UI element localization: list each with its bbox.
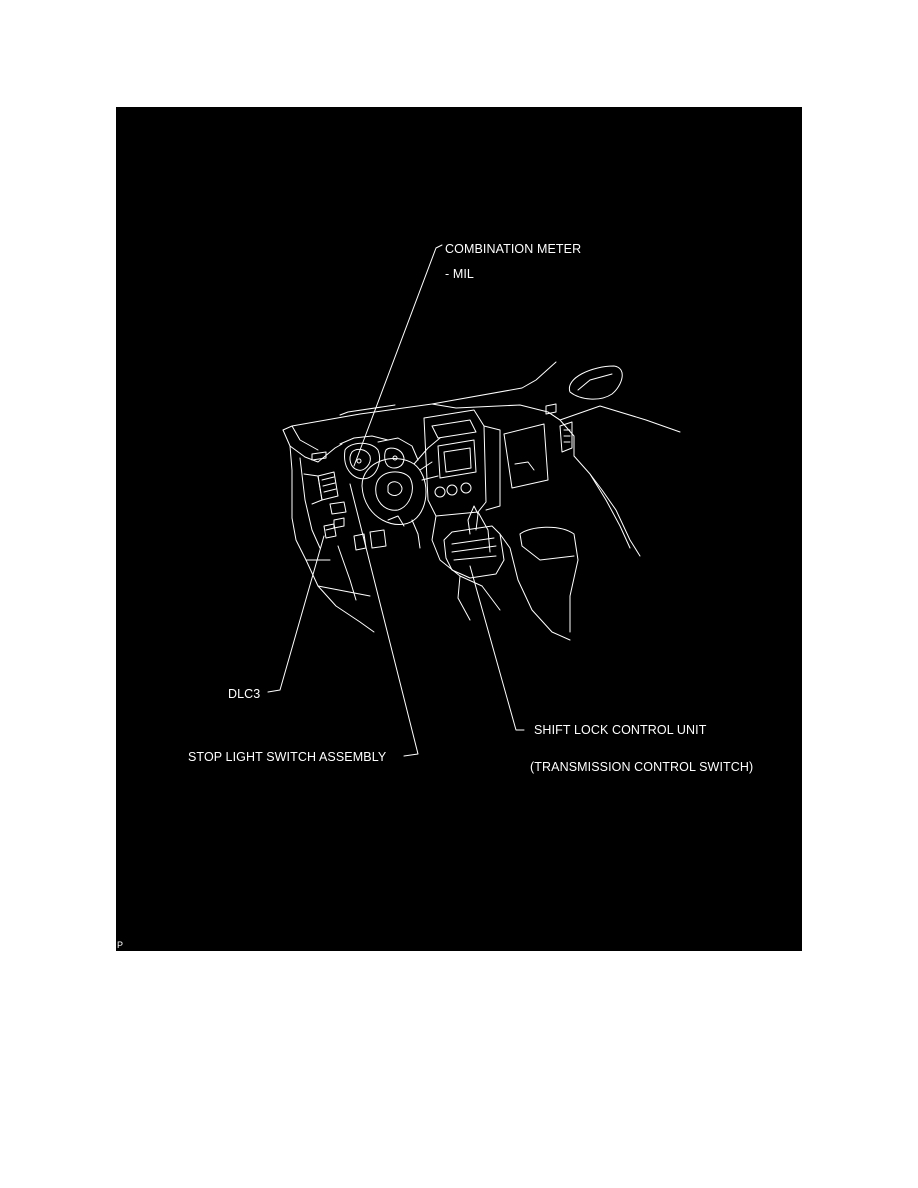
instrument-cluster — [340, 436, 418, 479]
leader-stop-light — [350, 484, 418, 756]
combination-meter-label: COMBINATION METER — [445, 242, 582, 256]
mil-label: - MIL — [445, 267, 474, 281]
shift-lock-control-unit-label: SHIFT LOCK CONTROL UNIT — [534, 723, 707, 737]
leader-shift-lock — [470, 566, 524, 730]
center-stack — [424, 410, 548, 552]
leader-combination-meter — [354, 245, 442, 466]
left-controls — [312, 452, 346, 538]
transmission-control-switch-label: (TRANSMISSION CONTROL SWITCH) — [530, 760, 754, 774]
stop-light-switch-label: STOP LIGHT SWITCH ASSEMBLY — [188, 750, 387, 764]
dlc3-label: DLC3 — [228, 687, 261, 701]
corner-mark: P — [117, 940, 124, 950]
dashboard-illustration — [116, 107, 802, 951]
dashboard-outline — [283, 362, 560, 632]
leader-dlc3 — [268, 536, 324, 692]
console-and-pedals — [354, 506, 578, 640]
diagram-panel — [116, 107, 802, 951]
